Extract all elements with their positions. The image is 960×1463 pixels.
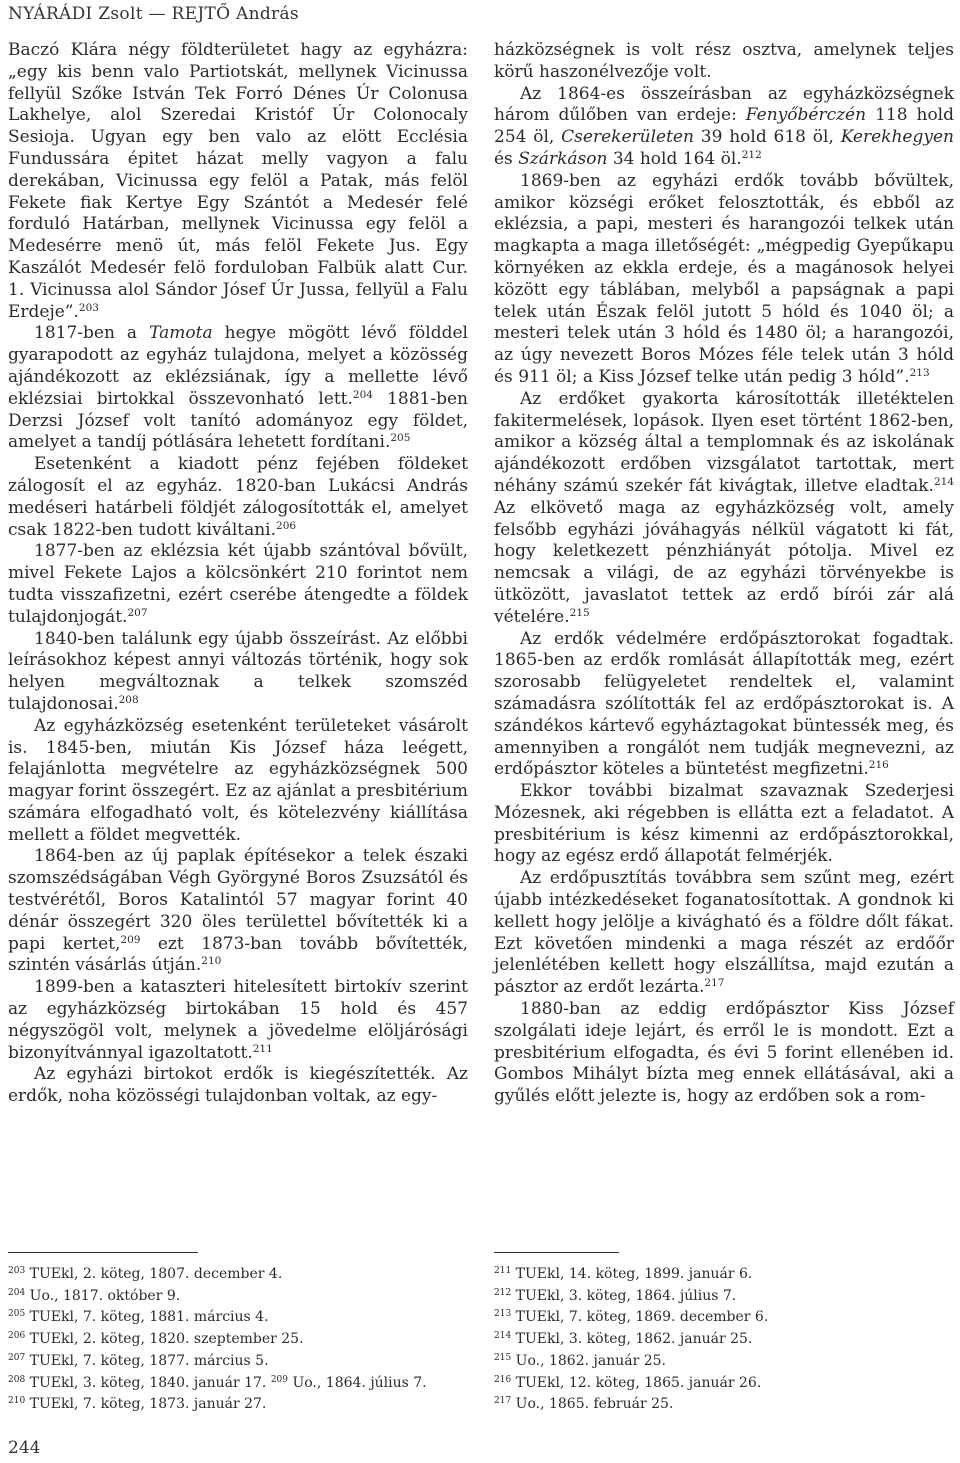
- footnote: $^{211}$ TUEkl, 14. köteg, 1899. január 6.: [494, 1266, 753, 1282]
- footnote-ref: 208: [118, 693, 139, 706]
- paragraph: házközségnek is volt rész osztva, amelynek teljes körű haszonélvezője volt.: [494, 40, 954, 82]
- paragraph: 1817-ben a Tamota hegye mögött lévő földdel gyarapodott az egyház tulajdona, melyet a közösség ajándékozott az eklézsiának, így a mellette lévő eklézsiai birtokkal összevonható lett.$^{204}$ 1881-ben Derzsi József volt tanító adományoz egy földet, amelyet a tandíj pótlására lehetett fordítani.$^{205}$: [8, 323, 468, 453]
- footnote-ref: 211: [252, 1042, 273, 1055]
- footnote: $^{208}$ TUEkl, 3. köteg, 1840. január 17. $^{209}$ Uo., 1864. július 7.: [8, 1374, 427, 1391]
- paragraph: 1899-ben a kataszteri hitelesített birtokív szerint az egyházközség birtokában 15 hold és 457 négyszögöl volt, melynek a jövedelme elöljárósági bizonyítvánnyal igazoltatott.$^{211}$: [8, 977, 468, 1063]
- page-number: 244: [8, 1438, 41, 1458]
- paragraph: Az erdőpusztítás továbbra sem szűnt meg, ezért újabb intézkedéseket foganatosítottak. A gondnok ki kellett hogy jelölje a kivágható és a földre dőlt fákat. Ezt követően mindenki a maga részét az erdőőr jelenlétében kellett hogy elszállítsa, majd ezután a pásztor az erdőt lezárta.$^{217}$: [494, 868, 954, 998]
- paragraph: 1869-ben az egyházi erdők tovább bővültek, amikor községi erőket felosztották, és ebből az eklézsia, a papi, mesteri és harangozói telkek után magkapta a maga illetőségét: „mégpedig Gyepűkapu környéken az ekkla erdeje, és a magánosok helyei között egy táblában, melyből a papságnak a papi telek után Észak felöl jutott 5 hóld és 1040 öl; a mesteri telek után 3 hóld és 1480 öl; a harangozói, az úgy nevezett Boros Mózes féle telek után 3 hóld és 911 öl; a Kiss József telke után pedig 3 hóld”.$^{213}$: [494, 170, 954, 387]
- paragraph: 1877-ben az eklézsia két újabb szántóval bővült, mivel Fekete Lajos a kölcsönkért 210 forintot nem tudta visszafizetni, ezért cserébe átengedte a földek tulajdonjogát.$^{207}$: [8, 541, 468, 627]
- footnote-ref: 203: [78, 301, 99, 314]
- paragraph: 1880-ban az eddig erdőpásztor Kiss József szolgálati ideje lejárt, és erről le is mondott. Ezt a presbitérium elfogadta, és évi 5 forint ellenében id. Gombos Mihályt bízta meg ennek ellátásával, aki a gyűlés előtt jelezte is, hogy az erdőben sok a rom-: [494, 999, 954, 1107]
- footnote-ref: 206: [276, 519, 297, 532]
- paragraph: 1840-ben találunk egy újabb összeírást. Az előbbi leírásokhoz képest annyi változás történik, hogy sok helyen megváltoznak a telkek szomszéd tulajdonosai.$^{208}$: [8, 628, 468, 714]
- footnote-divider: [8, 1252, 198, 1253]
- footnote: $^{214}$ TUEkl, 3. köteg, 1862. január 25.: [494, 1331, 753, 1348]
- paragraph: Baczó Klára négy földterületet hagy az egyházra: „egy kis benn valo Partiotskát, mellynek Vicinussa fellyül Szőke István Tek Forró Dénes Úr Colonusa Lakhelye, alol Szeredai Kristóf Úr Colonocaly Sesioja. Ugyan egy ben valo az elött Ecclésia Fundussára épitet házat melly vagyon a falu derekában, Vicinussa egy felöl a Patak, más felöl Fekete fiak Kertye Egy Szántót a Medesér felé forduló Határban, mellynek Vicinussa egy felöl a Medesérre menö út, más felöl Fekete Jus. Egy Kaszálót Medesér felö forduloban Falbük alatt Cur. 1. Vicinussa alol Sándor Jósef Úr Jussa, fellyül a Falu Erdeje”.$^{203}$: [8, 40, 468, 322]
- footnote: $^{213}$ TUEkl, 7. köteg, 1869. december 6.: [494, 1309, 769, 1326]
- footnote-ref: 213: [909, 366, 930, 379]
- paragraph: Az erdők védelmére erdőpásztorokat fogadtak. 1865-ben az erdők romlását állapították meg, ezért szorosabb felügyeletet rendeltek el, valamint számadásra szólították fel az erdőpásztorokat is. A szándékos kártevő egyháztagokat büntessék meg, és amennyiben a rongálót nem tudják megnevezni, az erdőpásztor köteles a büntetést megfizetni.$^{216}$: [494, 628, 954, 780]
- paragraph: Az egyházi birtokot erdők is kiegészítették. Az erdők, noha közösségi tulajdonban voltak, az egy-: [8, 1064, 468, 1107]
- footnotes-right: [494, 1264, 954, 1416]
- paragraph: Az egyházközség esetenként területeket vásárolt is. 1845-ben, miután Kis József háza leégett, felajánlotta megvételre az egyházközségnek 500 magyar forint összegért. Ez az ajánlat a presbitérium számára elfogadható volt, és kötelezvény kiállítása mellett a földet megvették.: [8, 715, 468, 845]
- footnote-ref: 210: [201, 955, 222, 968]
- footnotes-left: [8, 1264, 468, 1416]
- footnote: $^{207}$ TUEkl, 7. köteg, 1877. március 5.: [8, 1352, 269, 1369]
- footnote-ref: 217: [704, 977, 725, 990]
- paragraph: Az 1864-es összeírásban az egyházközségnek három dűlőben van erdeje: Fenyőbérczén 118 hold 254 öl, Cserekerületen 39 hold 618 öl, Kerekhegyen és Szárkáson 34 hold 164 öl.$^{212}$: [494, 83, 955, 169]
- running-head: NYÁRÁDI Zsolt — REJTŐ András: [8, 4, 299, 24]
- left-column: [8, 40, 468, 1108]
- footnote-divider: [494, 1252, 619, 1253]
- footnote: $^{212}$ TUEkl, 3. köteg, 1864. július 7.: [494, 1287, 737, 1304]
- paragraph: Esetenként a kiadott pénz fejében földeket zálogosít el az egyház. 1820-ban Lukácsi András medéseri határbeli földjét zálogosították el, amelyet csak 1822-ben tudott kiváltani.$^{206}$: [8, 454, 468, 540]
- paragraph: Ekkor további bizalmat szavaznak Szederjesi Mózesnek, aki régebben is ellátta ezt a feladatot. A presbitérium is kész kimenni az erdőpásztorokkal, hogy az egész erdő állapotát felmérjék.: [494, 781, 954, 867]
- footnote-ref: 214: [933, 475, 954, 488]
- footnote-ref: 207: [127, 606, 148, 619]
- footnote-ref: 209: [120, 933, 141, 946]
- footnote: $^{210}$ TUEkl, 7. köteg, 1873. január 27.: [8, 1396, 267, 1413]
- footnote: $^{203}$ TUEkl, 2. köteg, 1807. december 4.: [8, 1266, 283, 1282]
- footnote: $^{204}$ Uo., 1817. október 9.: [8, 1287, 181, 1304]
- footnote-ref: 215: [569, 606, 590, 619]
- footnote-ref: 212: [741, 148, 762, 161]
- footnote: $^{217}$ Uo., 1865. február 25.: [494, 1396, 674, 1413]
- paragraph: 1864-ben az új paplak építésekor a telek északi szomszédságában Végh Györgyné Boros Zsuzsától és testvérétől, Boros Katalintól 57 magyar forint 40 dénár összegért 320 öles területtel bővítették ki a papi kertet,$^{209}$ ezt 1873-ban tovább bővítették, szintén vásárlás útján.$^{210}$: [8, 846, 468, 976]
- footnote: $^{215}$ Uo., 1862. január 25.: [494, 1352, 666, 1369]
- footnote: $^{205}$ TUEkl, 7. köteg, 1881. március 4.: [8, 1309, 269, 1326]
- right-column: [494, 40, 954, 1108]
- paragraph: Az erdőket gyakorta károsították illetéktelen fakitermelések, lopások. Ilyen eset történt 1862-ben, amikor a község által a templomnak és az iskolának ajándékozott erdőben vizsgálatot tartottak, mert néhány számú szekér fát kivágtak, illetve eladtak.$^{214}$ Az elkövető maga az egyházközség volt, amely felsőbb egyházi jóváhagyás nélkül vágatott ki fát, hogy keletkezett pénzhiányát pótolja. Mivel ez nemcsak a világi, de az egyházi törvényekbe is ütközött, javaslatot tettek az erdő bírói zár alá vételére.$^{215}$: [494, 388, 954, 627]
- footnote: $^{206}$ TUEkl, 2. köteg, 1820. szeptember 25.: [8, 1331, 304, 1348]
- footnote-ref: 216: [868, 759, 889, 772]
- footnote: $^{216}$ TUEkl, 12. köteg, 1865. január 26.: [494, 1374, 762, 1391]
- footnote-ref: 205: [390, 432, 411, 445]
- footnote-ref: 204: [352, 388, 373, 401]
